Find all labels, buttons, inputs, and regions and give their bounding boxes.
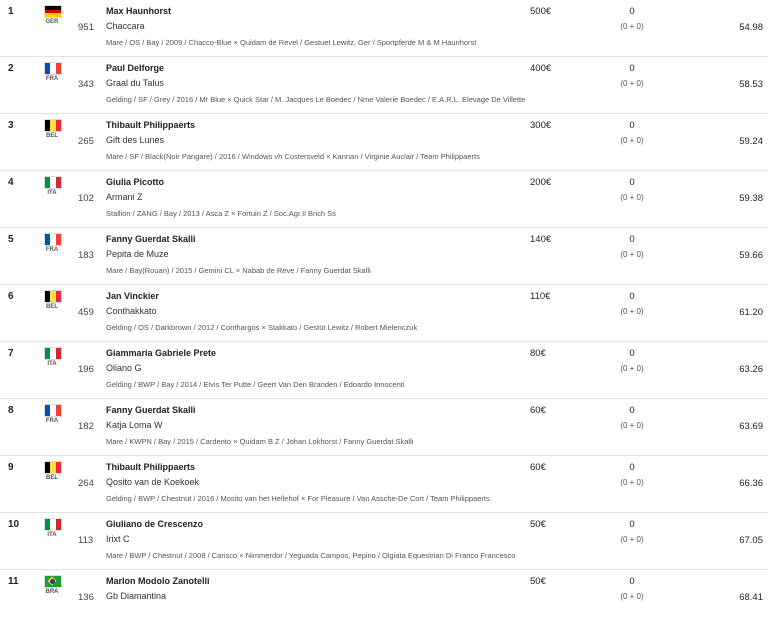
nation-code: FRA <box>45 418 59 424</box>
prize-money: 60€ <box>530 405 546 416</box>
nation-code: ITA <box>47 361 57 367</box>
time: 61.20 <box>739 307 763 318</box>
prize-money: 300€ <box>530 120 552 131</box>
rider-name[interactable]: Paul Delforge <box>106 63 165 73</box>
bib-number: 951 <box>78 22 94 33</box>
time: 63.69 <box>739 421 763 432</box>
bib-number: 182 <box>78 421 94 432</box>
result-row[interactable] <box>0 513 768 570</box>
rider-name[interactable]: Jan Vinckier <box>106 291 159 301</box>
bib-number: 196 <box>78 364 94 375</box>
horse-name[interactable]: Irixt C <box>106 534 130 544</box>
rider-name[interactable]: Fanny Guerdat Skalli <box>106 234 196 244</box>
time: 58.53 <box>739 79 763 90</box>
result-row[interactable] <box>0 399 768 456</box>
flag-france-icon <box>44 233 62 246</box>
rank: 3 <box>8 120 14 131</box>
prize-money: 140€ <box>530 234 552 245</box>
result-row[interactable] <box>0 342 768 399</box>
horse-details: Gelding / OS / Darkbrown / 2012 / Conthargos × Stakkato / Gestüt Lewitz / Robert Mielenczuk <box>106 323 418 332</box>
penalties-detail: (0 + 0) <box>620 79 644 88</box>
penalties-detail: (0 + 0) <box>620 136 644 145</box>
flag-brazil-icon <box>44 575 62 588</box>
bib-number: 183 <box>78 250 94 261</box>
result-row[interactable] <box>0 0 768 57</box>
result-row[interactable] <box>0 456 768 513</box>
nation-code: FRA <box>45 247 59 253</box>
flag-belgium-icon <box>44 119 62 132</box>
horse-name[interactable]: Gift des Lunes <box>106 135 165 145</box>
horse-details: Mare / BWP / Chestnut / 2008 / Carisco × Nimmerdor / Yeguada Campos, Pepino / Olgiata Equestrian Di Franco Francesco <box>106 551 516 560</box>
rider-name[interactable]: Thibault Philippaerts <box>106 462 196 472</box>
bib-number: 343 <box>78 79 94 90</box>
penalties-detail: (0 + 0) <box>620 22 644 31</box>
horse-name[interactable]: Armani Z <box>106 192 143 202</box>
result-row[interactable] <box>0 285 768 342</box>
rank: 7 <box>8 348 14 359</box>
rider-name[interactable]: Thibault Philippaerts <box>106 120 196 130</box>
prize-money: 110€ <box>530 291 551 302</box>
nation-code: ITA <box>47 532 57 538</box>
horse-details: Gelding / BWP / Chestnut / 2016 / Mosito van het Hellehof × For Pleasure / Van Assche-De Cort / Team Philippaerts <box>106 494 490 503</box>
penalties: 0 <box>629 177 635 188</box>
rank: 11 <box>8 576 19 587</box>
horse-details: Gelding / SF / Grey / 2016 / Mr Blue × Quick Star / M. Jacques Le Boedec / Nme Valerie Boedec / E.A.R.L. Elevage De Villette <box>106 95 526 104</box>
nation-code: GER <box>45 19 59 25</box>
penalties-detail: (0 + 0) <box>620 364 644 373</box>
penalties-detail: (0 + 0) <box>620 250 644 259</box>
horse-details: Gelding / BWP / Bay / 2014 / Elvis Ter Putte / Geert Van Den Branden / Edoardo Innocenti <box>106 380 405 389</box>
penalties-detail: (0 + 0) <box>620 535 644 544</box>
penalties: 0 <box>629 63 635 74</box>
horse-details: Mare / OS / Bay / 2009 / Chacco-Blue × Quidam de Revel / Gestuet Lewitz, Ger / Sportpferde M & M Haunhorst <box>106 38 477 47</box>
flag-italy-icon <box>44 176 62 189</box>
prize-money: 400€ <box>530 63 552 74</box>
rider-name[interactable]: Giammaria Gabriele Prete <box>106 348 217 358</box>
flag-belgium-icon <box>44 290 62 303</box>
horse-name[interactable]: Katja Loma W <box>106 420 163 430</box>
horse-details: Stallion / ZANG / Bay / 2013 / Asca Z × Fortuin Z / Soc.Agr.Il Brich Ss <box>106 209 336 218</box>
rank: 8 <box>8 405 14 416</box>
rank: 5 <box>8 234 14 245</box>
penalties: 0 <box>629 6 635 17</box>
penalties-detail: (0 + 0) <box>620 193 644 202</box>
horse-name[interactable]: Chaccara <box>106 21 145 31</box>
bib-number: 459 <box>78 307 94 318</box>
horse-name[interactable]: Gb Diamantina <box>106 591 167 601</box>
bib-number: 102 <box>78 193 94 204</box>
penalties-detail: (0 + 0) <box>620 592 644 601</box>
prize-money: 60€ <box>530 462 546 473</box>
penalties: 0 <box>629 348 635 359</box>
prize-money: 50€ <box>530 576 546 587</box>
horse-details: Mare / SF / Black(Noir Pangare) / 2016 / Windows vh Costersveld × Kannan / Virginie Auclair / Team Philippaerts <box>106 152 480 161</box>
penalties: 0 <box>629 234 635 245</box>
result-row[interactable] <box>0 57 768 114</box>
rank: 4 <box>8 177 14 188</box>
time: 67.05 <box>739 535 763 546</box>
time: 68.41 <box>739 592 763 603</box>
rank: 6 <box>8 291 14 302</box>
prize-money: 80€ <box>530 348 546 359</box>
penalties: 0 <box>629 576 635 587</box>
prize-money: 200€ <box>530 177 552 188</box>
nation-code: FRA <box>45 76 59 82</box>
horse-name[interactable]: Conthakkato <box>106 306 157 316</box>
nation-code: BEL <box>46 133 58 139</box>
result-row[interactable] <box>0 114 768 171</box>
result-row[interactable] <box>0 171 768 228</box>
horse-name[interactable]: Oliano G <box>106 363 142 373</box>
horse-details: Mare / KWPN / Bay / 2015 / Cardento × Quidam B Z / Johan Lokhorst / Fanny Guerdat Skalli <box>106 437 414 446</box>
nation-code: BEL <box>46 304 58 310</box>
flag-france-icon <box>44 404 62 417</box>
flag-italy-icon <box>44 518 62 531</box>
time: 54.98 <box>739 22 763 33</box>
penalties: 0 <box>629 405 635 416</box>
rank: 10 <box>8 519 20 530</box>
time: 66.36 <box>739 478 763 489</box>
bib-number: 136 <box>78 592 94 603</box>
prize-money: 50€ <box>530 519 546 530</box>
result-row[interactable] <box>0 228 768 285</box>
penalties-detail: (0 + 0) <box>620 478 644 487</box>
result-row[interactable] <box>0 570 768 627</box>
penalties-detail: (0 + 0) <box>620 307 644 316</box>
flag-italy-icon <box>44 347 62 360</box>
time: 59.24 <box>739 136 763 147</box>
rider-name[interactable]: Giuliano de Crescenzo <box>106 519 204 529</box>
bib-number: 264 <box>78 478 94 489</box>
horse-details: Mare / Bay(Rouan) / 2015 / Gemini CL × Nabab de Reve / Fanny Guerdat Skalli <box>106 266 371 275</box>
prize-money: 500€ <box>530 6 552 17</box>
time: 63.26 <box>739 364 763 375</box>
horse-name[interactable]: Graal du Talus <box>106 78 164 88</box>
penalties: 0 <box>629 462 635 473</box>
penalties-detail: (0 + 0) <box>620 421 644 430</box>
rank: 1 <box>8 6 14 17</box>
nation-code: BEL <box>46 475 58 481</box>
time: 59.66 <box>739 250 763 261</box>
bib-number: 113 <box>78 535 94 546</box>
penalties: 0 <box>629 291 635 302</box>
rider-name[interactable]: Fanny Guerdat Skalli <box>106 405 196 415</box>
penalties: 0 <box>629 120 635 131</box>
rider-name[interactable]: Max Haunhorst <box>106 6 172 16</box>
rider-name[interactable]: Marlon Modolo Zanotelli <box>106 576 210 586</box>
horse-name[interactable]: Pepita de Muze <box>106 249 169 259</box>
penalties: 0 <box>629 519 635 530</box>
flag-belgium-icon <box>44 461 62 474</box>
rank: 2 <box>8 63 14 74</box>
horse-name[interactable]: Qosito van de Koekoek <box>106 477 200 487</box>
nation-code: ITA <box>47 190 57 196</box>
bib-number: 265 <box>78 136 94 147</box>
flag-germany-icon <box>44 5 62 18</box>
rider-name[interactable]: Giulia Picotto <box>106 177 165 187</box>
rank: 9 <box>8 462 14 473</box>
time: 59.38 <box>739 193 763 204</box>
flag-france-icon <box>44 62 62 75</box>
nation-code: BRA <box>45 589 59 595</box>
